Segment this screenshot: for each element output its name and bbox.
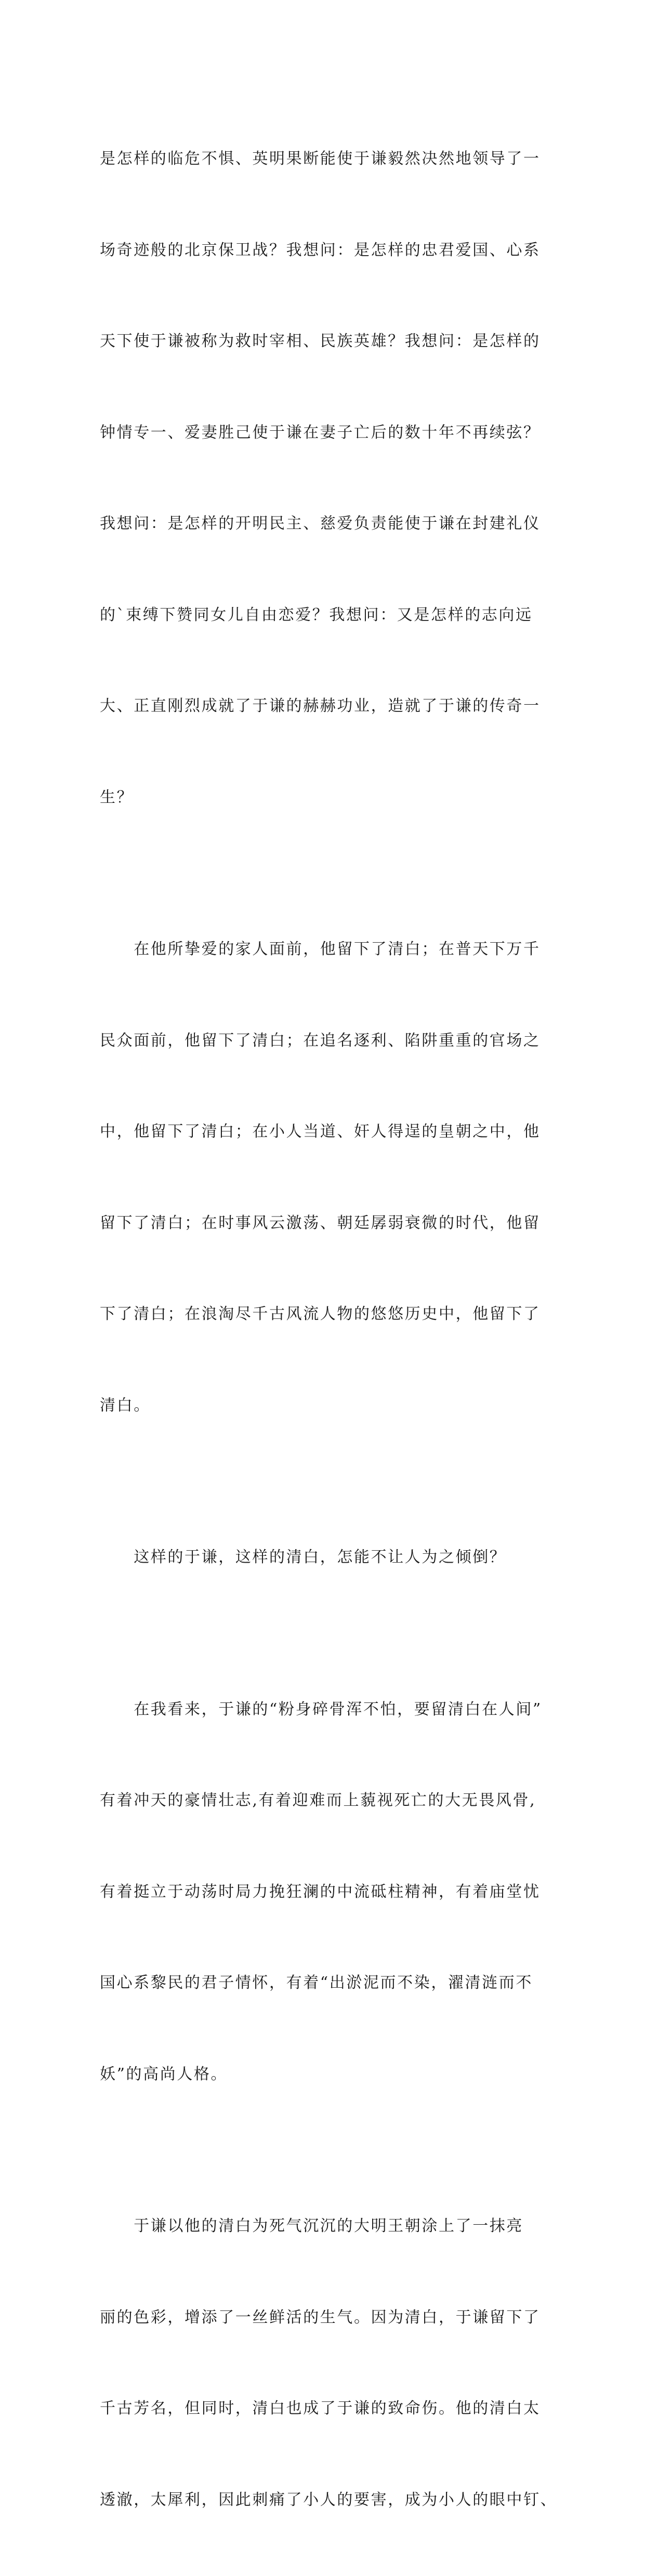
text-line: 国心系黎民的君子情怀，有着“出淤泥而不染，濯清涟而不 (100, 1974, 533, 1992)
text-line: 天下使于谦被称为救时宰相、民族英雄？我想问：是怎样的 (100, 332, 541, 350)
paragraph-poem-meaning (100, 1634, 547, 2151)
text-line: 大、正直刚烈成就了于谦的赫赫功业，造就了于谦的传奇一 (100, 697, 541, 715)
text-line: 我想问：是怎样的开明民主、慈爱负责能使于谦在封建礼仪 (100, 514, 541, 533)
text-line: 透澈，太犀利，因此刺痛了小人的要害，成为小人的眼中钉、 (100, 2490, 558, 2509)
paragraph-innocence (100, 874, 547, 1482)
text-line: 中，他留下了清白；在小人当道、奸人得逞的皇朝之中，他 (100, 1122, 541, 1141)
text-line: 妖”的高尚人格。 (100, 2065, 228, 2083)
text-line: 生？ (100, 788, 134, 807)
text-line: 在我看来，于谦的“粉身碎骨浑不怕，要留清白在人间” (100, 1700, 542, 1719)
paragraph-fate (100, 2150, 558, 2576)
paragraph-questions (100, 83, 547, 874)
text-line: 是怎样的临危不惧、英明果断能使于谦毅然决然地领导了一 (100, 150, 541, 168)
text-line: 下了清白；在浪淘尽千古风流人物的悠悠历史中，他留下了 (100, 1305, 541, 1323)
text-line: 场奇迹般的北京保卫战？我想问：是怎样的忠君爱国、心系 (100, 241, 541, 259)
text-line: 于谦以他的清白为死气沉沉的大明王朝涂上了一抹亮 (100, 2217, 523, 2235)
text-line: 丽的色彩，增添了一丝鲜活的生气。因为清白，于谦留下了 (100, 2308, 541, 2327)
text-line: 民众面前，他留下了清白；在追名逐利、陷阱重重的官场之 (100, 1031, 541, 1050)
text-line: 清白。 (100, 1396, 151, 1415)
text-line: 有着挺立于动荡时局力挽狂澜的中流砥柱精神，有着庙堂忧 (100, 1882, 541, 1901)
text-line: 的`束缚下赞同女儿自由恋爱？我想问：又是怎样的志向远 (100, 605, 533, 624)
text-line: 留下了清白；在时事风云激荡、朝廷孱弱衰微的时代，他留 (100, 1213, 541, 1232)
text-line: 这样的于谦，这样的清白，怎能不让人为之倾倒？ (100, 1548, 507, 1566)
paragraph-admiration (100, 1482, 547, 1634)
text-line: 在他所挚爱的家人面前，他留下了清白；在普天下万千 (100, 940, 541, 958)
text-line: 钟情专一、爱妻胜己使于谦在妻子亡后的数十年不再续弦？ (100, 423, 541, 442)
essay-body (100, 83, 558, 2576)
text-line: 千古芳名，但同时，清白也成了于谦的致命伤。他的清白太 (100, 2399, 541, 2418)
text-line: 有着冲天的豪情壮志,有着迎难而上藐视死亡的大无畏风骨, (100, 1791, 536, 1809)
